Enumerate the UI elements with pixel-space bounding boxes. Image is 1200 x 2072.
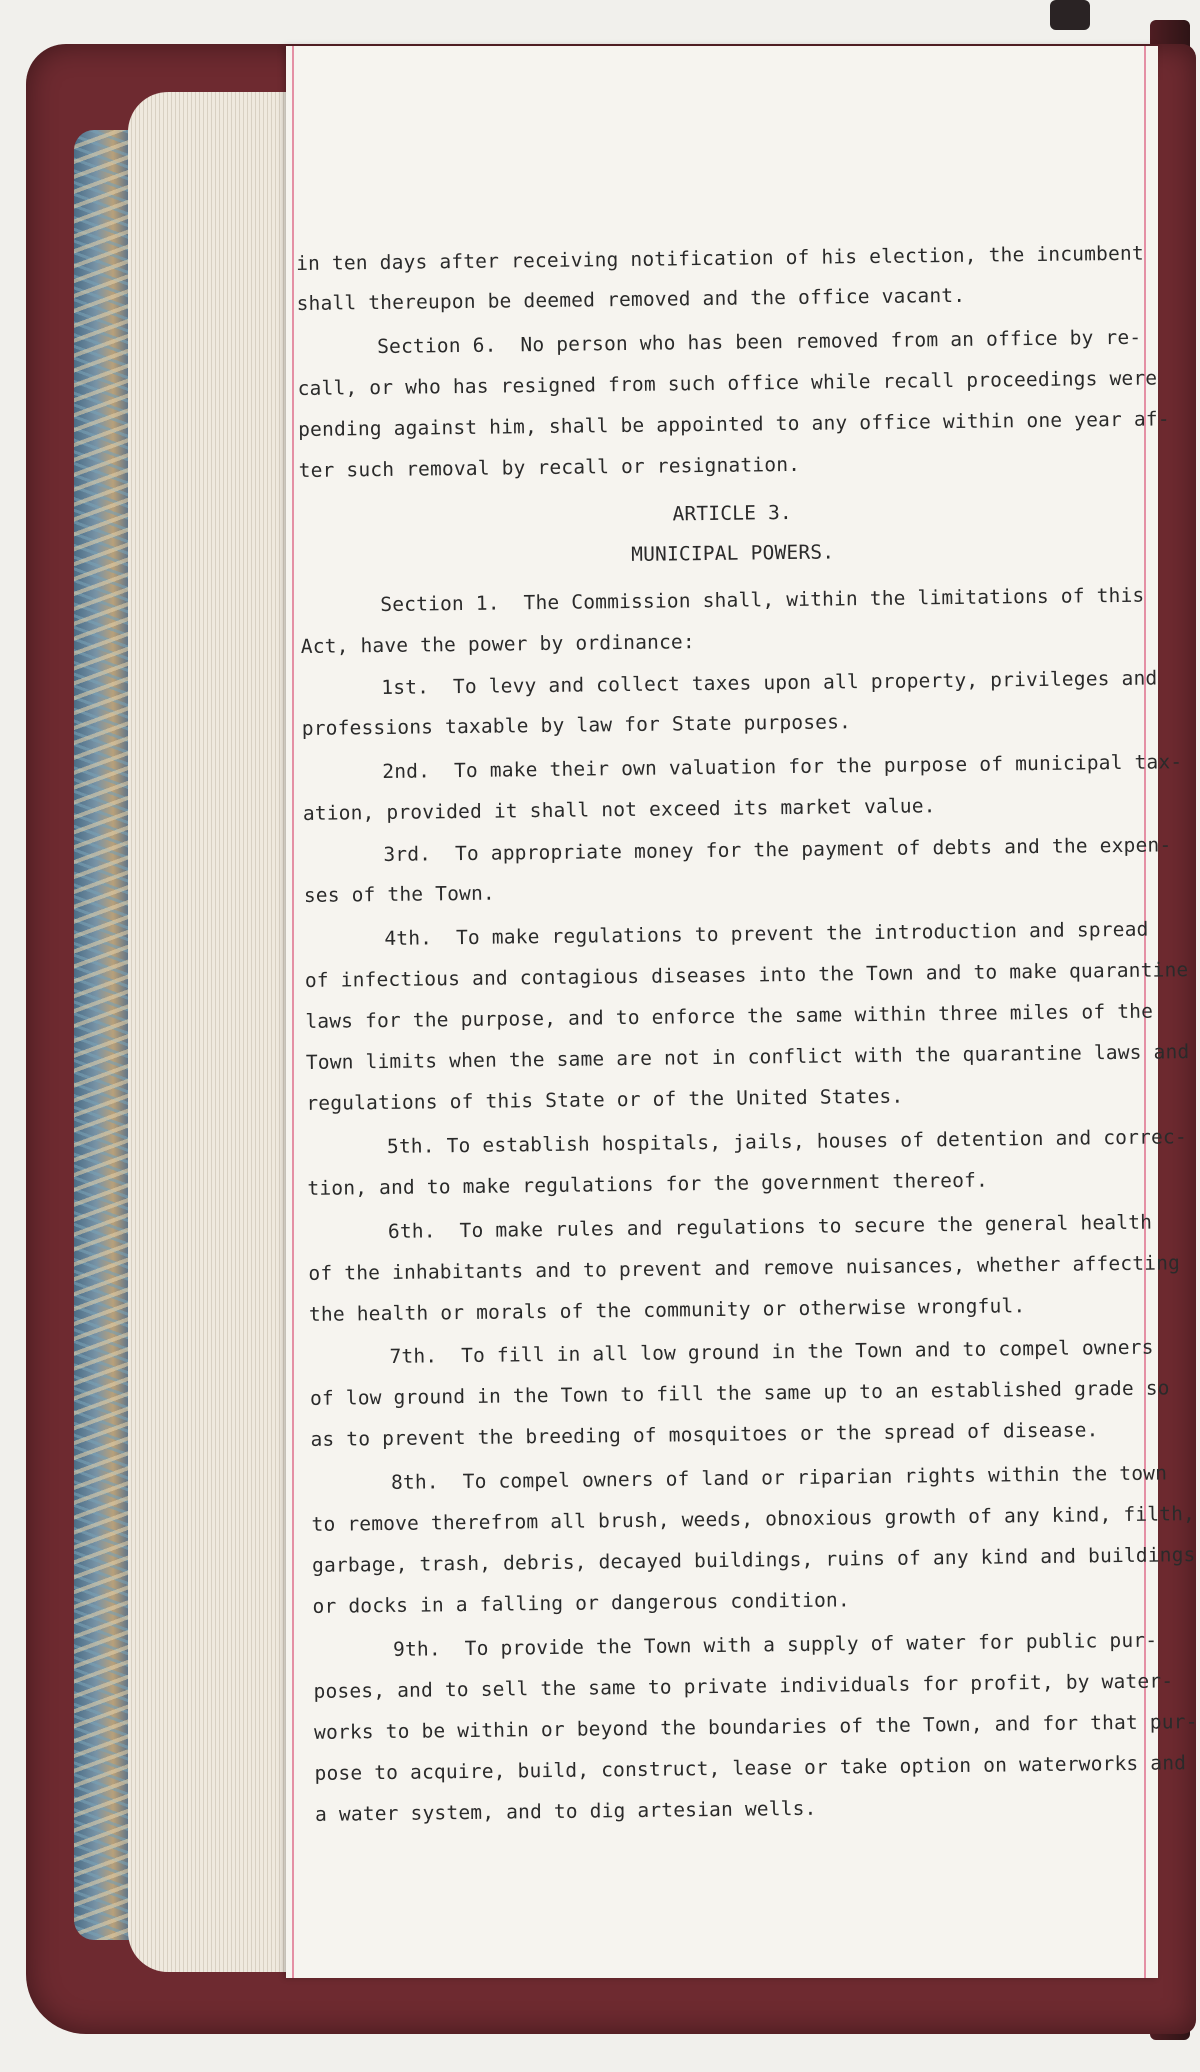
text-line: to remove therefrom all brush, weeds, obnoxious growth of any kind, filth, bbox=[311, 1502, 1196, 1536]
text-line: as to prevent the breeding of mosquitoes or the spread of disease. bbox=[310, 1418, 1099, 1451]
text-line: the health or morals of the community or otherwise wrongful. bbox=[308, 1294, 1026, 1326]
text-line: Act, have the power by ordinance: bbox=[300, 630, 695, 658]
text-line: ter such removal by recall or resignation. bbox=[298, 452, 801, 482]
text-line: pending against him, shall be appointed to any office within one year af- bbox=[298, 407, 1170, 441]
text-line: pose to acquire, build, construct, lease or take option on waterworks and bbox=[314, 1751, 1187, 1785]
text-line: ses of the Town. bbox=[303, 881, 496, 907]
text-line: shall thereupon be deemed removed and the office vacant. bbox=[296, 283, 966, 315]
text-line: of the inhabitants and to prevent and remove nuisances, whether affecting bbox=[308, 1251, 1181, 1285]
text-line: poses, and to sell the same to private individuals for profit, by water- bbox=[313, 1669, 1174, 1703]
text-line: garbage, trash, debris, decayed buildings, ruins of any kind and buildings bbox=[311, 1543, 1196, 1577]
text-line: 1st. To levy and collect taxes upon all property, privileges and bbox=[381, 666, 1158, 699]
text-line: of infectious and contagious diseases into the Town and to make quarantine bbox=[304, 958, 1189, 992]
text-line: regulations of this State or of the United States. bbox=[306, 1084, 904, 1115]
text-line: call, or who has resigned from such office while recall proceedings were bbox=[297, 366, 1158, 400]
text-line: in ten days after receiving notification of his election, the incumbent bbox=[296, 241, 1144, 275]
text-line: works to be within or beyond the boundaries of the Town, and for that pur- bbox=[313, 1710, 1198, 1744]
text-line: 7th. To fill in all low ground in the Town and to compel owners bbox=[389, 1335, 1154, 1368]
left-margin-rule bbox=[292, 46, 294, 1978]
text-line: a water system, and to dig artesian wells. bbox=[314, 1796, 817, 1826]
stacked-page-edges bbox=[128, 92, 288, 1972]
text-line: 5th. To establish hospitals, jails, houses of detention and correc- bbox=[386, 1125, 1187, 1158]
text-line: 9th. To provide the Town with a supply of water for public pur- bbox=[392, 1628, 1158, 1661]
text-line: laws for the purpose, and to enforce the same within three miles of the bbox=[305, 999, 1154, 1033]
text-line: ation, provided it shall not exceed its market value. bbox=[302, 794, 936, 825]
marbled-page-edge bbox=[74, 130, 130, 1940]
heading-line: ARTICLE 3. bbox=[672, 500, 793, 526]
text-line: Section 6. No person who has been removed from an office by re- bbox=[377, 325, 1142, 359]
text-line: 6th. To make rules and regulations to secure the general health bbox=[387, 1210, 1153, 1243]
text-line: professions taxable by law for State purposes. bbox=[301, 710, 852, 740]
text-line: Town limits when the same are not in conflict with the quarantine laws and bbox=[305, 1040, 1190, 1074]
text-line: tion, and to make regulations for the government thereof. bbox=[307, 1168, 989, 1200]
text-line: Section 1. The Commission shall, within the limitations of this bbox=[380, 583, 1145, 616]
text-line: or docks in a falling or dangerous condition. bbox=[312, 1588, 850, 1618]
typed-text-body bbox=[296, 241, 1198, 1941]
text-line: 4th. To make regulations to prevent the introduction and spread bbox=[384, 917, 1149, 950]
text-line: 2nd. To make their own valuation for the purpose of municipal tax- bbox=[382, 750, 1183, 783]
text-line: 3rd. To appropriate money for the payment of debts and the expen- bbox=[383, 833, 1172, 866]
text-line: 8th. To compel owners of land or riparian rights within the town bbox=[390, 1461, 1168, 1494]
text-line: of low ground in the Town to fill the same up to an established grade so bbox=[309, 1376, 1170, 1410]
binder-clip bbox=[1050, 0, 1090, 30]
heading-line: MUNICIPAL POWERS. bbox=[631, 540, 835, 566]
